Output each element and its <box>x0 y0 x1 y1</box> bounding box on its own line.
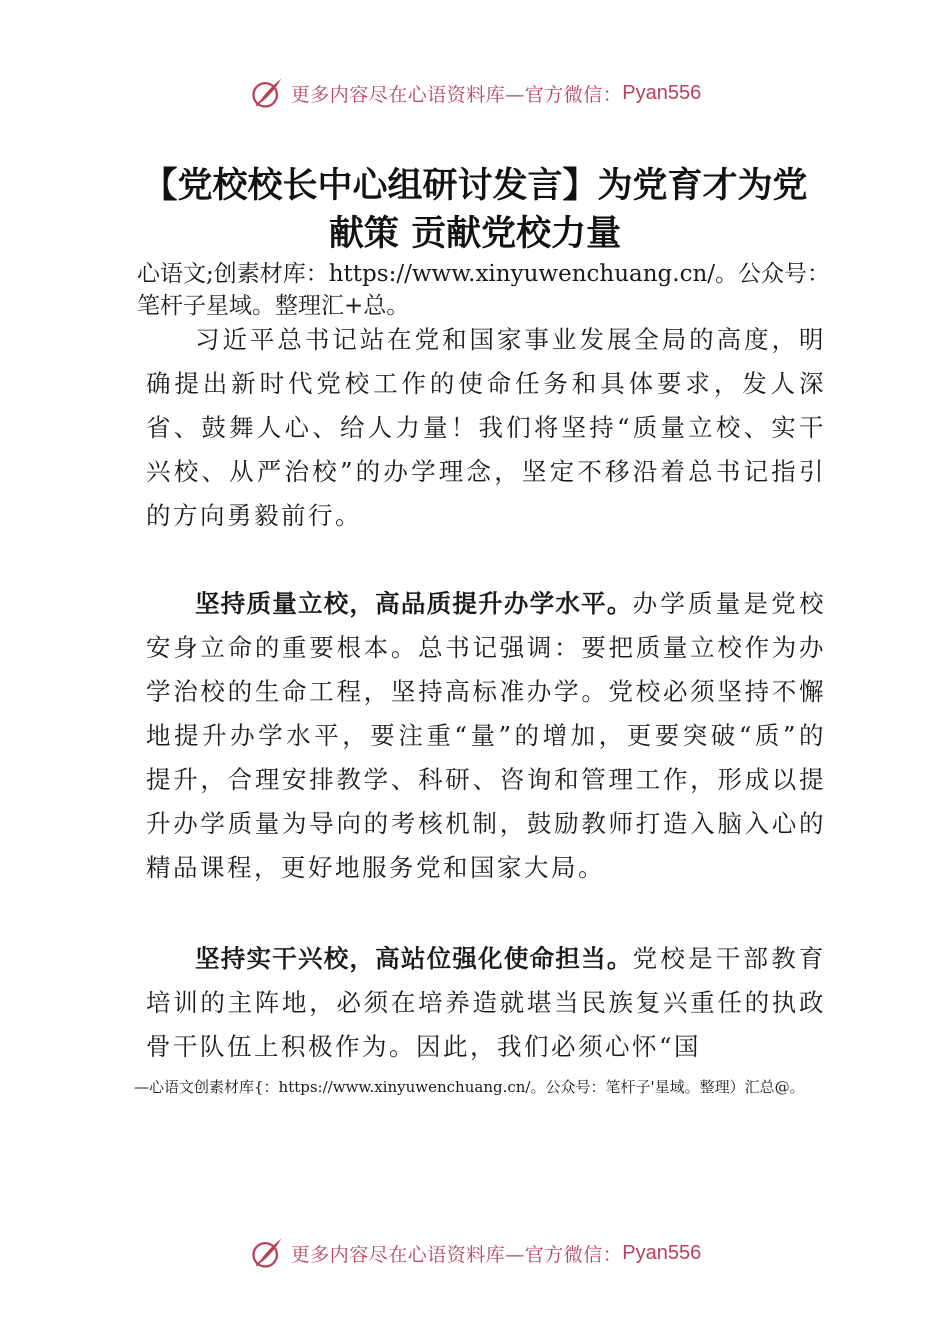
quill-pen-icon <box>249 1235 285 1271</box>
paragraph-intro <box>146 318 826 538</box>
banner-wechat-id: Pyan556 <box>622 81 702 104</box>
paragraph-body: 习近平总书记站在党和国家事业发展全局的高度，明确提出新时代党校工作的使命任务和具体要求，发人深省、鼓舞人心、给人力量！我们将坚持“质量立校、实干兴校、从严治校”的办学理念，坚定不移沿着总书记指引的方向勇毅前行。 <box>146 325 826 530</box>
banner-wechat-id: Pyan556 <box>622 1241 702 1264</box>
paragraph-body: 办学质量是党校安身立命的重要根本。总书记强调：要把质量立校作为办学治校的生命工程，坚持高标准办学。党校必须坚持不懈地提升办学水平，要注重“量”的增加，更要突破“质”的提升，合理安排教学、科研、咨询和管理工作，形成以提升办学质量为导向的考核机制，鼓励教师打造入脑入心的精品课程，更好地服务党和国家大局。 <box>146 589 827 882</box>
footer-banner <box>0 1228 950 1278</box>
banner-text: 更多内容尽在心语资料库—官方微信： <box>290 1243 623 1266</box>
paragraph-body: 党校是干部教育培训的主阵地，必须在培养造就堪当民族复兴重任的执政骨干队伍上积极作为。因此，我们必须心怀“国 <box>146 944 826 1061</box>
source-line: 心语文;创素材库：https://www.xinyuwenchuang.cn/。公众号：笔杆子星域。整理汇+总。 <box>137 261 831 319</box>
paragraph-lead: 坚持实干兴校，高站位强化使命担当。 <box>195 944 633 973</box>
quill-pen-icon <box>249 75 285 111</box>
document-title: 【党校校长中心组研讨发言】为党育才为党献策 贡献党校力量 <box>142 166 808 254</box>
paragraph-lead: 坚持质量立校，高品质提升办学水平。 <box>195 589 633 618</box>
paragraph-quality <box>146 582 826 890</box>
paragraph-practice <box>146 937 826 1069</box>
header-banner <box>0 68 950 118</box>
footer-note: —心语文创素材库{：https://www.xinyuwenchuang.cn/。公众号：笔杆子'星域。整理）汇总@。 <box>134 1078 805 1096</box>
banner-text: 更多内容尽在心语资料库—官方微信： <box>290 83 623 106</box>
